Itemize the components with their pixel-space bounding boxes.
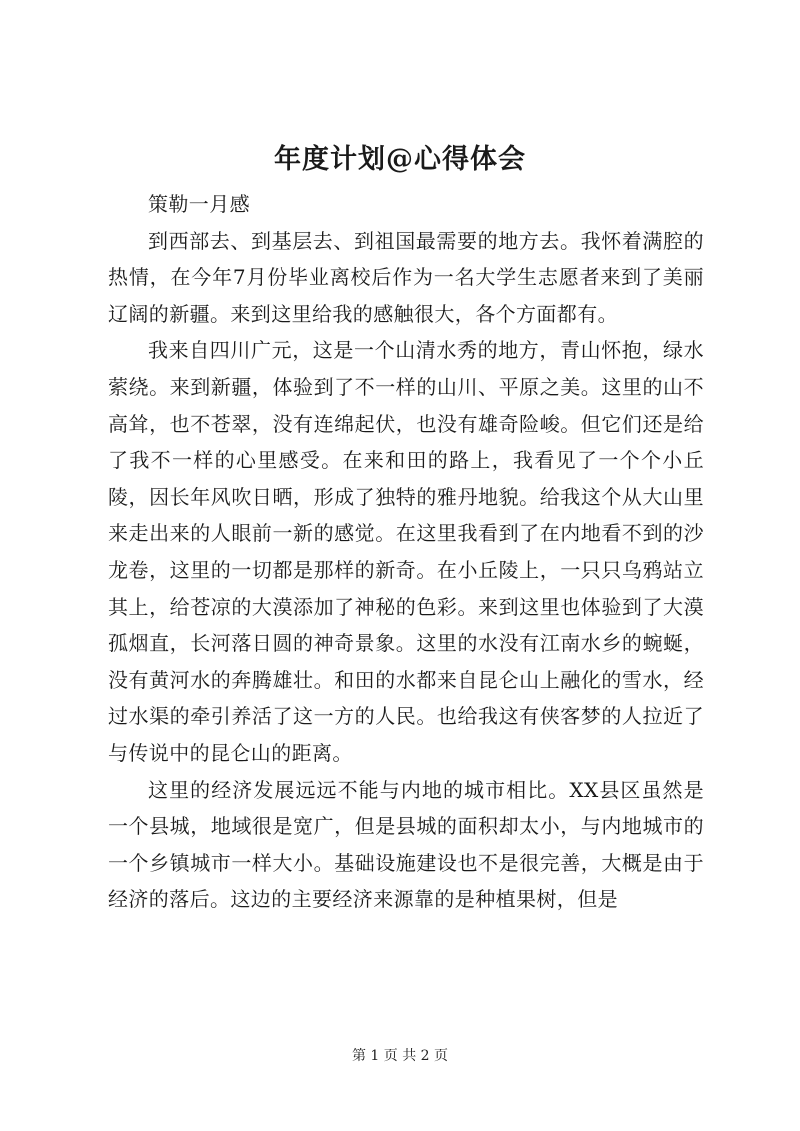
paragraph: 这里的经济发展远远不能与内地的城市相比。XX县区虽然是一个县城，地域很是宽广，但是县城的面积却太小，与内地城市的一个乡镇城市一样大小。基础设施建设也不是很完善，大概是由于经济的落后。这边的主要经济来源靠的是种植果树，但是 xyxy=(108,777,704,912)
paragraph: 到西部去、到基层去、到祖国最需要的地方去。我怀着满腔的热情，在今年7月份毕业离校后作为一名大学生志愿者来到了美丽辽阔的新疆。来到这里给我的感触很大，各个方面都有。 xyxy=(108,228,704,326)
document-title: 年度计划@心得体会 xyxy=(274,144,526,175)
document-body xyxy=(108,186,704,918)
paragraph: 我来自四川广元，这是一个山清水秀的地方，青山怀抱，绿水萦绕。来到新疆，体验到了不一样的山川、平原之美。这里的山不高耸，也不苍翠，没有连绵起伏，也没有雄奇险峻。但它们还是给了我不一样的心里感受。在来和田的路上，我看见了一个个小丘陵，因长年风吹日晒，形成了独特的雅丹地貌。给我这个从大山里来走出来的人眼前一新的感觉。在这里我看到了在内地看不到的沙龙卷，这里的一切都是那样的新奇。在小丘陵上，一只只乌鸦站立其上，给苍凉的大漠添加了神秘的色彩。来到这里也体验到了大漠孤烟直，长河落日圆的神奇景象。这里的水没有江南水乡的蜿蜒，没有黄河水的奔腾雄壮。和田的水都来自昆仑山上融化的雪水，经过水渠的牵引养活了这一方的人民。也给我这有侠客梦的人拉近了与传说中的昆仑山的距离。 xyxy=(108,338,704,765)
paragraph-subtitle: 策勒一月感 xyxy=(148,192,250,216)
page-footer: 第 1 页 共 2 页 xyxy=(351,1048,449,1064)
